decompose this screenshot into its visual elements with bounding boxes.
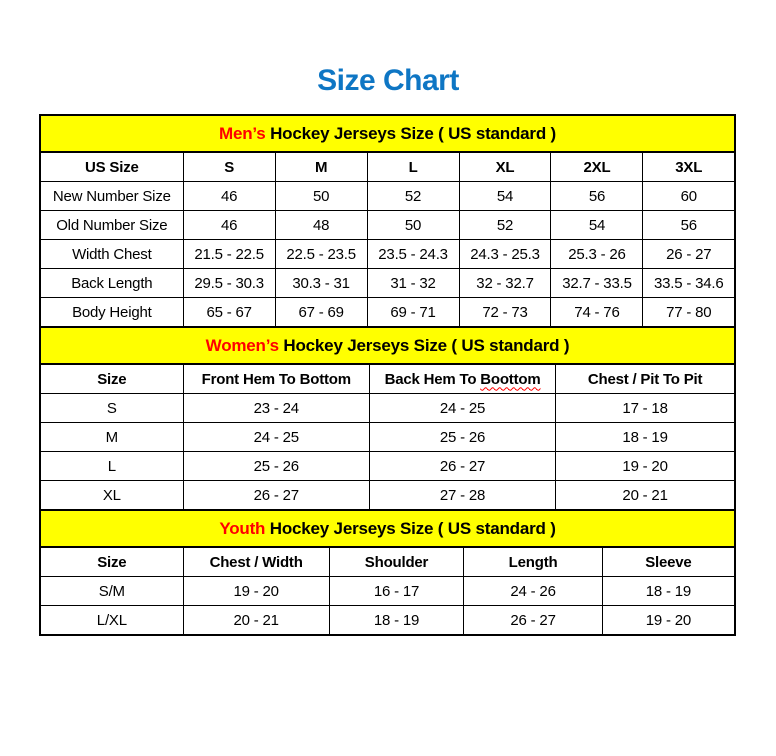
column-header: Chest / Width <box>183 547 329 577</box>
table-row <box>40 269 735 298</box>
cell: 25.3 - 26 <box>551 240 643 269</box>
row-label: Body Height <box>40 298 183 328</box>
column-header-misspelled <box>369 364 555 394</box>
cell: 32 - 32.7 <box>459 269 551 298</box>
column-header: M <box>275 152 367 182</box>
row-label: New Number Size <box>40 182 183 211</box>
row-label: S <box>40 394 183 423</box>
cell: 52 <box>459 211 551 240</box>
cell: 69 - 71 <box>367 298 459 328</box>
womens-section-banner <box>40 327 735 364</box>
size-chart <box>39 114 736 636</box>
column-header: Sleeve <box>602 547 735 577</box>
cell: 31 - 32 <box>367 269 459 298</box>
youth-header-row <box>40 547 735 577</box>
row-label: Back Length <box>40 269 183 298</box>
row-label: Old Number Size <box>40 211 183 240</box>
table-row <box>40 182 735 211</box>
table-row <box>40 452 735 481</box>
cell: 60 <box>643 182 735 211</box>
cell: 24.3 - 25.3 <box>459 240 551 269</box>
youth-size-table <box>39 509 736 636</box>
cell: 19 - 20 <box>556 452 735 481</box>
cell: 18 - 19 <box>602 577 735 606</box>
column-header: L <box>367 152 459 182</box>
column-header: 2XL <box>551 152 643 182</box>
cell: 25 - 26 <box>369 423 555 452</box>
table-row <box>40 481 735 511</box>
cell: 24 - 26 <box>464 577 602 606</box>
table-row <box>40 423 735 452</box>
row-label: L <box>40 452 183 481</box>
youth-section-title <box>40 510 735 547</box>
cell: 77 - 80 <box>643 298 735 328</box>
cell: 20 - 21 <box>183 606 329 636</box>
cell: 23 - 24 <box>183 394 369 423</box>
cell: 22.5 - 23.5 <box>275 240 367 269</box>
table-row <box>40 394 735 423</box>
mens-section-banner <box>40 115 735 152</box>
cell: 30.3 - 31 <box>275 269 367 298</box>
table-row <box>40 577 735 606</box>
womens-highlight-word: Women’s <box>205 335 279 355</box>
cell: 18 - 19 <box>329 606 464 636</box>
cell: 48 <box>275 211 367 240</box>
table-row <box>40 606 735 636</box>
header-text: Back Hem To <box>384 370 481 388</box>
row-label: S/M <box>40 577 183 606</box>
womens-size-table <box>39 326 736 511</box>
cell: 46 <box>183 182 275 211</box>
cell: 50 <box>275 182 367 211</box>
cell: 52 <box>367 182 459 211</box>
cell: 26 - 27 <box>183 481 369 511</box>
row-label: M <box>40 423 183 452</box>
cell: 50 <box>367 211 459 240</box>
womens-title-rest: Hockey Jerseys Size ( US standard ) <box>278 335 570 355</box>
page-title: Size Chart <box>317 64 459 97</box>
column-header: S <box>183 152 275 182</box>
cell: 19 - 20 <box>183 577 329 606</box>
column-header: Front Hem To Bottom <box>183 364 369 394</box>
column-header: Size <box>40 547 183 577</box>
cell: 56 <box>551 182 643 211</box>
cell: 33.5 - 34.6 <box>643 269 735 298</box>
mens-size-table <box>39 114 736 328</box>
cell: 29.5 - 30.3 <box>183 269 275 298</box>
row-label: XL <box>40 481 183 511</box>
mens-title-rest: Hockey Jerseys Size ( US standard ) <box>265 123 556 143</box>
cell: 72 - 73 <box>459 298 551 328</box>
youth-highlight-word: Youth <box>219 518 266 538</box>
cell: 20 - 21 <box>556 481 735 511</box>
cell: 54 <box>459 182 551 211</box>
cell: 67 - 69 <box>275 298 367 328</box>
cell: 46 <box>183 211 275 240</box>
mens-highlight-word: Men’s <box>219 123 266 143</box>
table-row <box>40 240 735 269</box>
womens-header-row <box>40 364 735 394</box>
cell: 26 - 27 <box>369 452 555 481</box>
cell: 26 - 27 <box>643 240 735 269</box>
cell: 18 - 19 <box>556 423 735 452</box>
row-label: Width Chest <box>40 240 183 269</box>
column-header: 3XL <box>643 152 735 182</box>
column-header: Shoulder <box>329 547 464 577</box>
column-header: Chest / Pit To Pit <box>556 364 735 394</box>
womens-section-title <box>40 327 735 364</box>
cell: 17 - 18 <box>556 394 735 423</box>
cell: 27 - 28 <box>369 481 555 511</box>
column-header: US Size <box>40 152 183 182</box>
cell: 32.7 - 33.5 <box>551 269 643 298</box>
column-header: Size <box>40 364 183 394</box>
column-header: Length <box>464 547 602 577</box>
cell: 74 - 76 <box>551 298 643 328</box>
cell: 54 <box>551 211 643 240</box>
youth-section-banner <box>40 510 735 547</box>
table-row <box>40 298 735 328</box>
column-header: XL <box>459 152 551 182</box>
misspelled-word: Boottom <box>480 370 541 388</box>
mens-header-row <box>40 152 735 182</box>
cell: 19 - 20 <box>602 606 735 636</box>
cell: 21.5 - 22.5 <box>183 240 275 269</box>
cell: 25 - 26 <box>183 452 369 481</box>
cell: 24 - 25 <box>369 394 555 423</box>
cell: 24 - 25 <box>183 423 369 452</box>
cell: 56 <box>643 211 735 240</box>
cell: 23.5 - 24.3 <box>367 240 459 269</box>
cell: 26 - 27 <box>464 606 602 636</box>
table-row <box>40 211 735 240</box>
cell: 16 - 17 <box>329 577 464 606</box>
row-label: L/XL <box>40 606 183 636</box>
youth-title-rest: Hockey Jerseys Size ( US standard ) <box>265 518 556 538</box>
mens-section-title <box>40 115 735 152</box>
cell: 65 - 67 <box>183 298 275 328</box>
